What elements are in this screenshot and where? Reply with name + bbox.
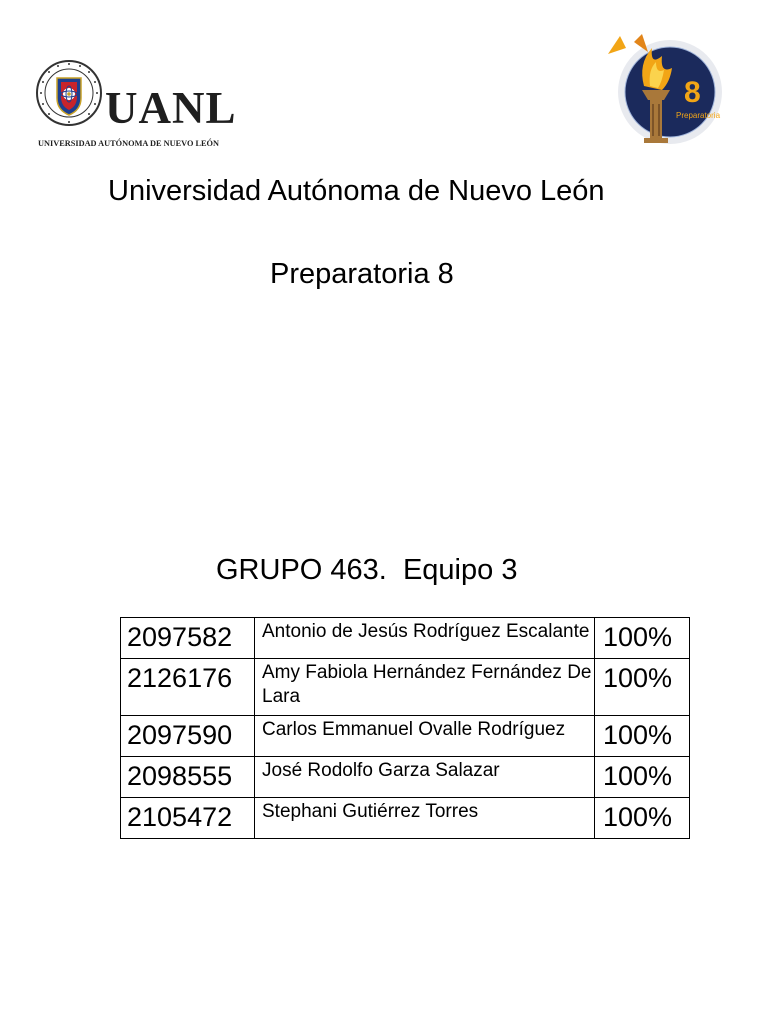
table-row	[121, 757, 690, 798]
svg-text:Preparatoria: Preparatoria	[676, 111, 721, 120]
members-table	[120, 617, 690, 839]
document-title: Universidad Autónoma de Nuevo León	[108, 175, 605, 207]
participation-percent: 100%	[595, 716, 690, 757]
student-name: Stephani Gutiérrez Torres	[255, 798, 595, 839]
table-row	[121, 618, 690, 659]
participation-percent: 100%	[595, 798, 690, 839]
preparatoria-8-logo-icon	[604, 34, 730, 156]
participation-percent: 100%	[595, 618, 690, 659]
student-id: 2105472	[121, 798, 255, 839]
group-label: GRUPO 463. Equipo 3	[216, 554, 518, 586]
student-id: 2097590	[121, 716, 255, 757]
table-row	[121, 716, 690, 757]
document-subtitle: Preparatoria 8	[270, 258, 454, 290]
student-name: Carlos Emmanuel Ovalle Rodríguez	[255, 716, 595, 757]
student-id: 2097582	[121, 618, 255, 659]
student-id: 2126176	[121, 659, 255, 716]
participation-percent: 100%	[595, 659, 690, 716]
uanl-wordmark: UANL	[105, 83, 237, 133]
uanl-seal-icon	[36, 56, 102, 132]
uanl-subtitle: UNIVERSIDAD AUTÓNOMA DE NUEVO LEÓN	[38, 139, 220, 148]
student-name: Amy Fabiola Hernández Fernández De Lara	[255, 659, 595, 716]
table-row	[121, 659, 690, 716]
student-name: Antonio de Jesús Rodríguez Escalante	[255, 618, 595, 659]
svg-text:8: 8	[684, 76, 701, 109]
student-name: José Rodolfo Garza Salazar	[255, 757, 595, 798]
participation-percent: 100%	[595, 757, 690, 798]
uanl-logo	[36, 56, 236, 156]
table-row	[121, 798, 690, 839]
student-id: 2098555	[121, 757, 255, 798]
